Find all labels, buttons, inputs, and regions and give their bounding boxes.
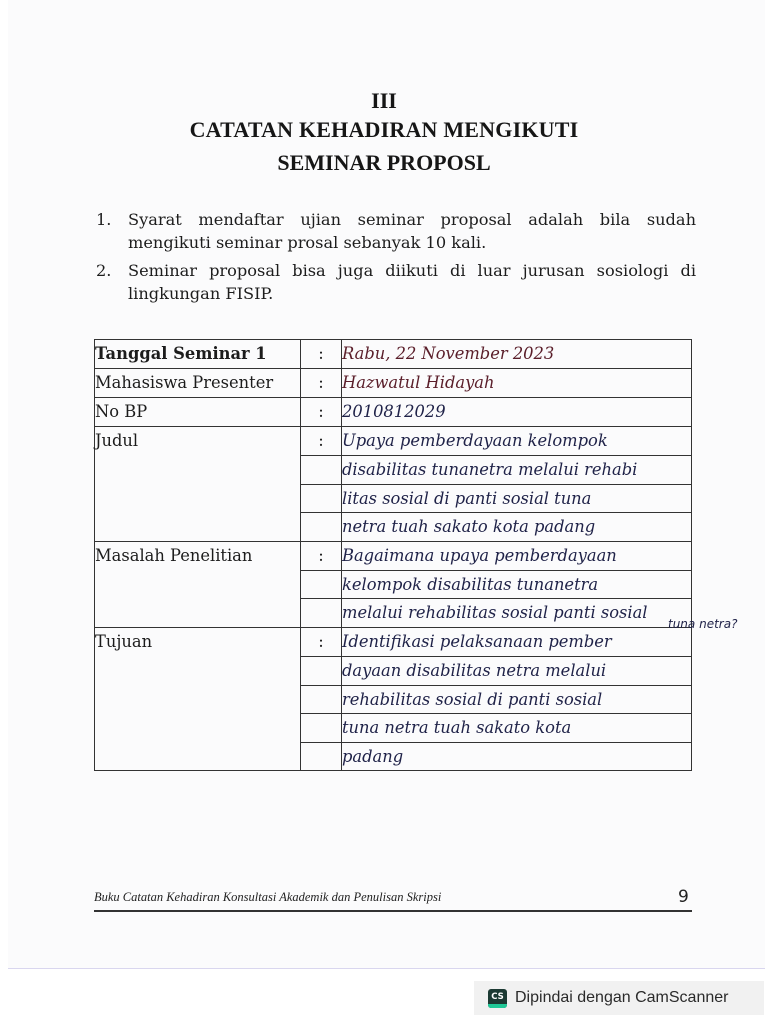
colon: : [301, 398, 342, 427]
colon-empty [301, 685, 342, 714]
colon: : [301, 340, 342, 369]
colon: : [301, 369, 342, 398]
tujuan-line[interactable]: rehabilitas sosial di panti sosial [342, 685, 692, 714]
handwritten-note-overflow: tuna netra? [668, 617, 738, 631]
form-row-tujuan [95, 627, 692, 656]
tujuan-label: Tujuan [95, 627, 301, 770]
rule-item [96, 259, 696, 305]
form-row-masalah [95, 541, 692, 570]
tujuan-line[interactable]: Identifikasi pelaksanaan pember [342, 627, 692, 656]
rules-list [96, 208, 696, 310]
tanggal-label: Tanggal Seminar 1 [95, 340, 301, 369]
rule-text: Seminar proposal bisa juga diikuti di luar jurusan sosiologi di lingkungan FISIP. [128, 261, 696, 303]
presenter-value[interactable]: Hazwatul Hidayah [342, 369, 692, 398]
presenter-label: Mahasiswa Presenter [95, 369, 301, 398]
masalah-line[interactable]: Bagaimana upaya pemberdayaan [342, 541, 692, 570]
tujuan-line[interactable]: padang [342, 742, 692, 771]
rule-text: Syarat mendaftar ujian seminar proposal adalah bila sudah mengikuti seminar prosal sebanyak 10 kali. [128, 210, 696, 252]
colon-empty [301, 714, 342, 743]
rule-number: 1. [96, 210, 112, 229]
no-bp-value[interactable]: 2010812029 [342, 398, 692, 427]
camscanner-logo-icon: CS [488, 989, 507, 1008]
colon-empty [301, 656, 342, 685]
seminar-attendance-form [94, 339, 692, 771]
camscanner-watermark [474, 981, 764, 1015]
masalah-line[interactable]: kelompok disabilitas tunanetra [342, 570, 692, 599]
rule-number: 2. [96, 261, 112, 280]
tujuan-line[interactable]: dayaan disabilitas netra melalui [342, 656, 692, 685]
judul-line[interactable]: Upaya pemberdayaan kelompok [342, 427, 692, 456]
judul-line[interactable]: netra tuah sakato kota padang [342, 513, 692, 542]
masalah-line[interactable]: melalui rehabilitas sosial panti sosial [342, 599, 692, 628]
colon-empty [301, 570, 342, 599]
form-row-judul [95, 427, 692, 456]
colon: : [301, 427, 342, 456]
rule-item [96, 208, 696, 254]
colon: : [301, 541, 342, 570]
colon-empty [301, 513, 342, 542]
page-number: 9 [678, 887, 689, 907]
colon-empty [301, 599, 342, 628]
form-row-tanggal [95, 340, 692, 369]
masalah-label: Masalah Penelitian [95, 541, 301, 627]
colon-empty [301, 742, 342, 771]
no-bp-label: No BP [95, 398, 301, 427]
page-title-line-1: CATATAN KEHADIRAN MENGIKUTI [189, 117, 579, 142]
judul-label: Judul [95, 427, 301, 542]
colon-empty [301, 456, 342, 485]
form-row-presenter [95, 369, 692, 398]
tanggal-value[interactable]: Rabu, 22 November 2023 [342, 340, 692, 369]
footer-divider [94, 910, 692, 912]
form-row-no-bp [95, 398, 692, 427]
colon: : [301, 627, 342, 656]
judul-line[interactable]: disabilitas tunanetra melalui rehabi [342, 456, 692, 485]
chapter-number: III [371, 88, 397, 113]
tujuan-line[interactable]: tuna netra tuah sakato kota [342, 714, 692, 743]
watermark-text: Dipindai dengan CamScanner [515, 989, 729, 1006]
page-title-line-2: SEMINAR PROPOSL [277, 150, 491, 175]
judul-line[interactable]: litas sosial di panti sosial tuna [342, 484, 692, 513]
footer-book-title: Buku Catatan Kehadiran Konsultasi Akademik dan Penulisan Skripsi [94, 890, 442, 904]
colon-empty [301, 484, 342, 513]
